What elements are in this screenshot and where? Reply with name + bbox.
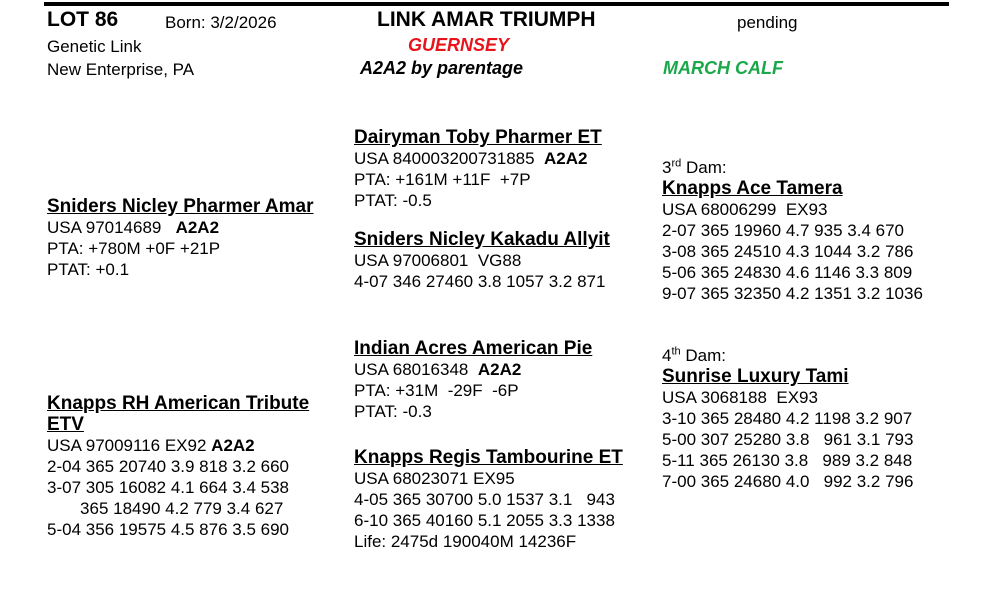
dam-reg: USA 97009116 EX92 xyxy=(47,436,207,455)
sire-sire-block xyxy=(354,127,602,211)
third-dam-label-rest: Dam: xyxy=(681,158,727,177)
third-dam-label xyxy=(662,157,923,178)
sire-sire-pta: PTA: +161M +11F +7P xyxy=(354,170,531,189)
class-label: MARCH CALF xyxy=(663,58,783,78)
sire-sire-ptat: PTAT: -0.5 xyxy=(354,191,432,210)
dam-record: 3-07 305 16082 4.1 664 3.4 538 xyxy=(47,478,289,497)
sire-dam-record: 4-07 346 27460 3.8 1057 3.2 871 xyxy=(354,272,606,291)
fourth-dam-record: 7-00 365 24680 4.0 992 3.2 796 xyxy=(662,472,914,491)
dam-record: 5-04 356 19575 4.5 876 3.5 690 xyxy=(47,520,289,539)
sire-pta: PTA: +780M +0F +21P xyxy=(47,239,221,258)
sire-sire-name: Dairyman Toby Pharmer ET xyxy=(354,127,602,148)
fourth-dam-record: 5-11 365 26130 3.8 989 3.2 848 xyxy=(662,451,913,470)
dam-record: 365 18490 4.2 779 3.4 627 xyxy=(47,499,284,518)
animal-name: LINK AMAR TRIUMPH xyxy=(377,8,596,31)
dam-dam-record: 6-10 365 40160 5.1 2055 3.3 1338 xyxy=(354,511,615,530)
lot-number: LOT 86 xyxy=(47,8,119,31)
birth-date: Born: 3/2/2026 xyxy=(165,13,277,32)
sire-sire-registration xyxy=(354,148,602,169)
sire-ptat: PTAT: +0.1 xyxy=(47,260,130,279)
status-text: pending xyxy=(737,13,798,32)
fourth-dam-reg: USA 3068188 EX93 xyxy=(662,388,818,407)
a2-status: A2A2 by parentage xyxy=(360,58,524,78)
fourth-dam-block xyxy=(662,345,913,492)
breeder-name: Genetic Link xyxy=(47,37,142,56)
dam-sire-reg: USA 68016348 xyxy=(354,360,469,379)
dam-dam-reg: USA 68023071 EX95 xyxy=(354,469,515,488)
sire-dam-reg: USA 97006801 VG88 xyxy=(354,251,522,270)
third-dam-name: Knapps Ace Tamera xyxy=(662,178,843,199)
third-dam-label-sup: rd xyxy=(671,157,682,170)
dam-name-line2: ETV xyxy=(47,414,84,435)
fourth-dam-label-rest: Dam: xyxy=(680,346,726,365)
third-dam-block xyxy=(662,157,923,304)
dam-dam-record: Life: 2475d 190040M 14236F xyxy=(354,532,577,551)
third-dam-label-num: 3 xyxy=(662,158,672,177)
dam-dam-name: Knapps Regis Tambourine ET xyxy=(354,447,623,468)
sire-name: Sniders Nicley Pharmer Amar xyxy=(47,196,314,217)
fourth-dam-label xyxy=(662,345,913,366)
dam-sire-name: Indian Acres American Pie xyxy=(354,338,593,359)
dam-sire-pta: PTA: +31M -29F -6P xyxy=(354,381,519,400)
dam-a2: A2A2 xyxy=(211,436,255,455)
sire-reg: USA 97014689 xyxy=(47,218,162,237)
dam-record: 2-04 365 20740 3.9 818 3.2 660 xyxy=(47,457,289,476)
dam-sire-ptat: PTAT: -0.3 xyxy=(354,402,432,421)
dam-sire-registration xyxy=(354,359,592,380)
dam-dam-record: 4-05 365 30700 5.0 1537 3.1 943 xyxy=(354,490,615,509)
sire-sire-a2: A2A2 xyxy=(544,149,588,168)
third-dam-record: 5-06 365 24830 4.6 1146 3.3 809 xyxy=(662,263,913,282)
sire-block xyxy=(47,196,313,280)
fourth-dam-label-num: 4 xyxy=(662,346,672,365)
sire-a2: A2A2 xyxy=(175,218,220,237)
fourth-dam-record: 5-00 307 25280 3.8 961 3.1 793 xyxy=(662,430,914,449)
dam-name-line1: Knapps RH American Tribute xyxy=(47,393,310,414)
dam-sire-block xyxy=(354,338,592,422)
third-dam-record: 3-08 365 24510 4.3 1044 3.2 786 xyxy=(662,242,914,261)
top-rule xyxy=(44,2,949,6)
third-dam-record: 9-07 365 32350 4.2 1351 3.2 1036 xyxy=(662,284,923,303)
third-dam-reg: USA 68006299 EX93 xyxy=(662,200,828,219)
breeder-location: New Enterprise, PA xyxy=(47,60,195,79)
sire-sire-reg: USA 840003200731885 xyxy=(354,149,535,168)
fourth-dam-label-sup: th xyxy=(671,345,681,358)
sire-dam-block xyxy=(354,229,610,292)
dam-block xyxy=(47,393,309,540)
sire-registration xyxy=(47,217,313,238)
dam-registration xyxy=(47,435,309,456)
breed-label: GUERNSEY xyxy=(408,35,510,55)
sire-dam-name: Sniders Nicley Kakadu Allyit xyxy=(354,229,610,250)
third-dam-record: 2-07 365 19960 4.7 935 3.4 670 xyxy=(662,221,904,240)
fourth-dam-name: Sunrise Luxury Tami xyxy=(662,366,849,387)
dam-sire-a2: A2A2 xyxy=(477,360,522,379)
fourth-dam-record: 3-10 365 28480 4.2 1198 3.2 907 xyxy=(662,409,913,428)
dam-dam-block xyxy=(354,447,623,552)
